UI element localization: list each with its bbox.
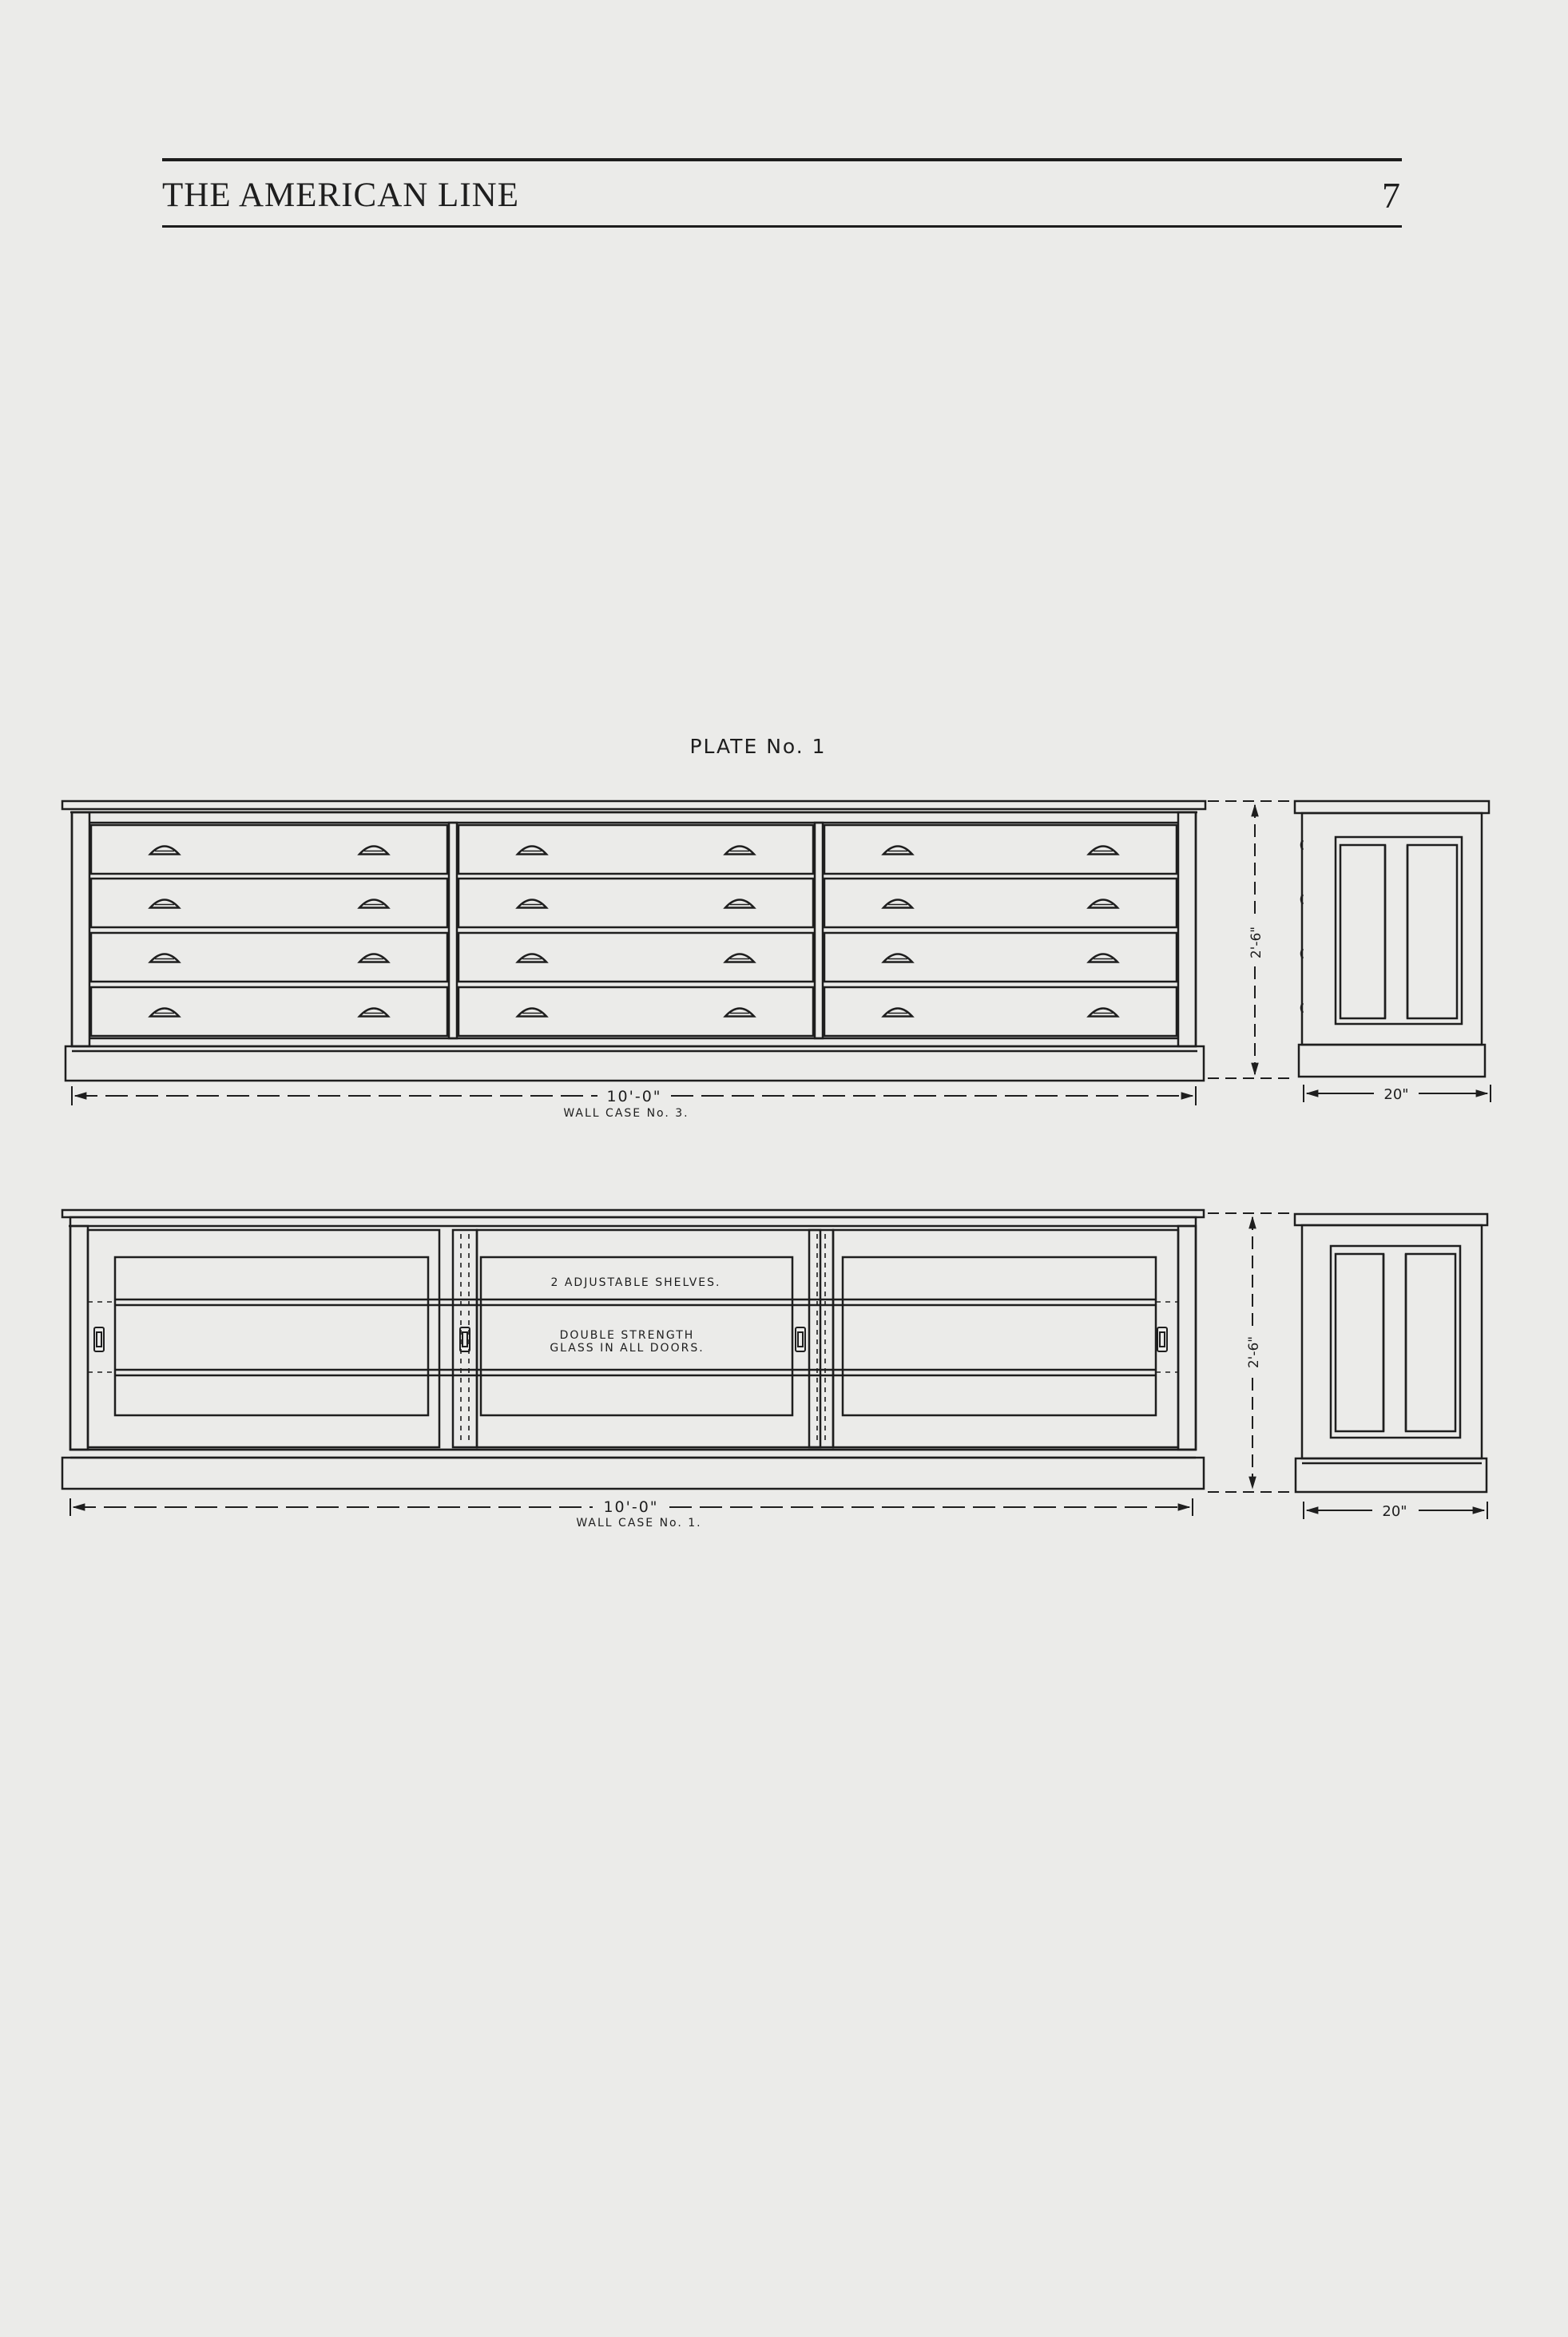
case3-left-stile (72, 812, 89, 1046)
wall-case-1-dimensions (70, 1213, 1294, 1516)
case1-shelves-note: 2 ADJUSTABLE SHELVES. (550, 1276, 721, 1289)
cup-pull-icon (725, 900, 754, 908)
case3-mullion-2 (815, 823, 823, 1038)
case3-width-dimension: 10'-0" (606, 1088, 662, 1105)
cup-pull-icon (150, 1009, 179, 1017)
case3-carcass (72, 812, 1196, 1046)
cup-pull-icon (359, 1009, 388, 1017)
case1-glass-note-line2: GLASS IN ALL DOORS. (550, 1342, 705, 1355)
cup-pull-icon (883, 954, 912, 962)
cup-pull-icon (1089, 1009, 1117, 1017)
cup-pull-icon (150, 900, 179, 908)
running-title: THE AMERICAN LINE (162, 177, 519, 214)
cup-pull-icon (518, 847, 546, 855)
drawer-front (824, 987, 1177, 1036)
cup-pull-icon (1089, 847, 1117, 855)
plate-title: PLATE No. 1 (689, 735, 827, 758)
drawer-front (91, 825, 447, 874)
cup-pull-icon (1089, 900, 1117, 908)
cup-pull-icon (359, 954, 388, 962)
cup-pull-icon (1089, 954, 1117, 962)
cup-pull-icon (725, 954, 754, 962)
case3-drawer-grid (91, 825, 1177, 1036)
wall-case-3-end-elevation (1295, 801, 1489, 1077)
cup-pull-icon (883, 847, 912, 855)
case1-width-dimension: 10'-0" (603, 1498, 659, 1516)
drawer-front (824, 933, 1177, 982)
cup-pull-icon (518, 1009, 546, 1017)
case1-caption: WALL CASE No. 1. (576, 1517, 702, 1530)
cup-pull-icon (725, 847, 754, 855)
case3-right-stile (1178, 812, 1196, 1046)
page-number: 7 (1382, 175, 1400, 216)
cup-pull-icon (725, 1009, 754, 1017)
cup-pull-icon (150, 954, 179, 962)
case1-glass-note-line1: DOUBLE STRENGTH (559, 1329, 695, 1342)
drawer-front (824, 879, 1177, 927)
case3-caption: WALL CASE No. 3. (563, 1107, 689, 1120)
drawer-front (458, 933, 813, 982)
case1-height-dimension: 2'-6" (1246, 1335, 1262, 1369)
cup-pull-icon (359, 847, 388, 855)
cup-pull-icon (518, 900, 546, 908)
drawer-front (91, 879, 447, 927)
case3-height-dimension: 2'-6" (1248, 926, 1264, 959)
drawer-front (458, 825, 813, 874)
drawer-front (458, 879, 813, 927)
cup-pull-icon (883, 1009, 912, 1017)
drawer-front (458, 987, 813, 1036)
case3-top-cornice (62, 801, 1205, 809)
cup-pull-icon (518, 954, 546, 962)
case3-mullion-1 (449, 823, 457, 1038)
drawer-front (91, 933, 447, 982)
wall-case-3-front-elevation (62, 801, 1205, 1081)
drawer-front (91, 987, 447, 1036)
case1-depth-dimension: 20" (1382, 1503, 1407, 1520)
cup-pull-icon (883, 900, 912, 908)
cup-pull-icon (150, 847, 179, 855)
case3-depth-dimension: 20" (1383, 1086, 1409, 1103)
drawer-front (824, 825, 1177, 874)
wall-case-1-end-elevation (1295, 1214, 1487, 1492)
cup-pull-icon (359, 900, 388, 908)
wall-case-3-dimensions (72, 801, 1294, 1105)
